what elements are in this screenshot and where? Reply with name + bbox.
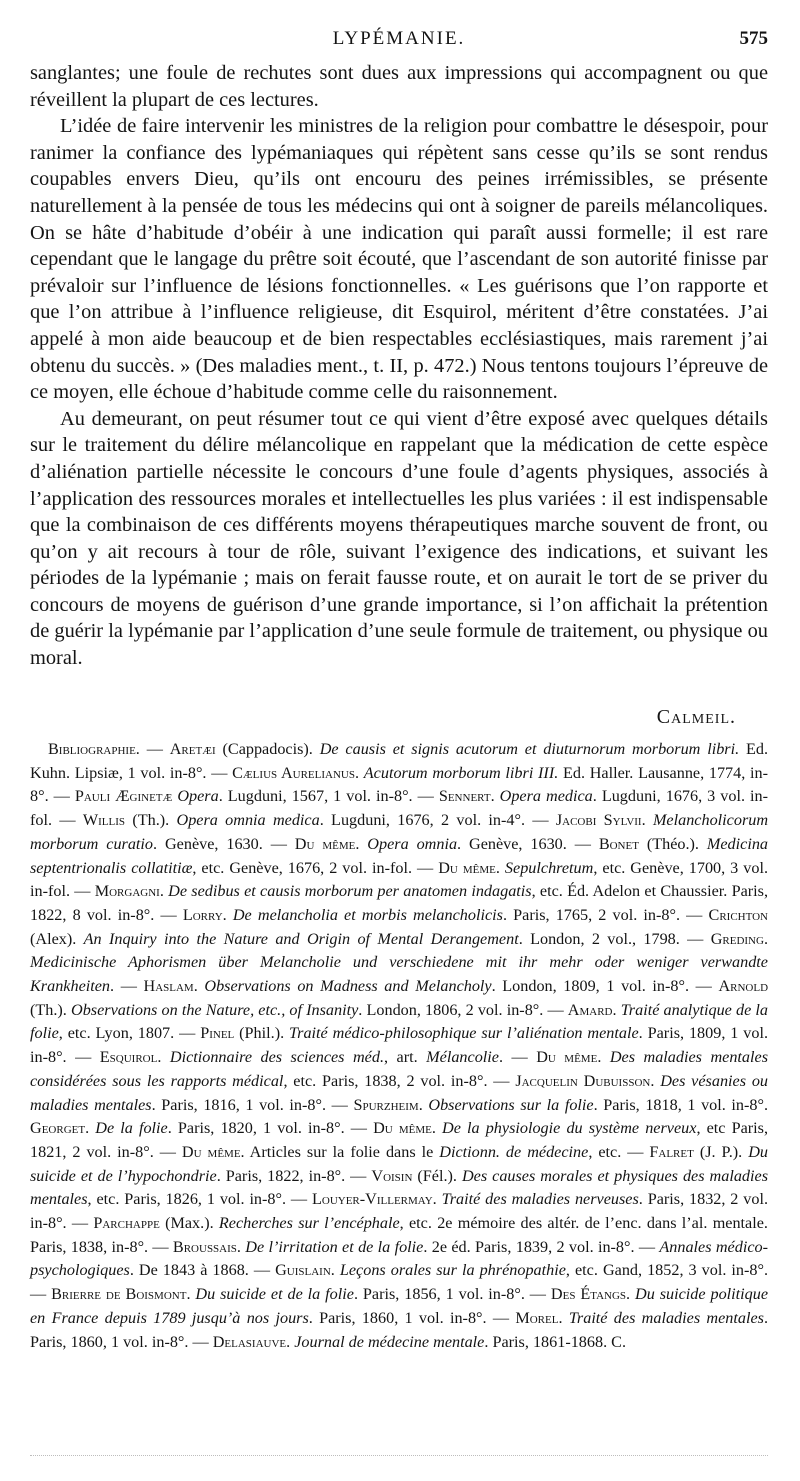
author-name: Pinel (200, 1024, 235, 1043)
author-name: Du même (438, 858, 496, 877)
page-number: 575 (739, 28, 768, 49)
citation-text: . (330, 1261, 340, 1280)
author-name: Du même (536, 1048, 598, 1067)
bottom-rule (30, 1455, 768, 1456)
author-name: Du même (294, 834, 356, 853)
citation-text: , etc. 2e mémoire des altér. de l’enc. dans l’al. mentale. Paris, 1838, in-8°. — (30, 1214, 768, 1256)
citation-text: . (558, 1308, 569, 1327)
page-header (30, 28, 768, 52)
citation-text: . (612, 1000, 621, 1019)
work-title: Traité des maladies mentales (568, 1308, 764, 1327)
citation-text: , etc. Genève, 1700, 3 vol. in-fol. — (30, 858, 769, 901)
citation-text: , etc. Genève, 1676, 2 vol. in-fol. — (192, 858, 439, 877)
author-name: Parchappe (93, 1214, 160, 1233)
citation-text: — (139, 740, 170, 758)
citation-text: . Paris, 1861-1868. C. (484, 1332, 627, 1351)
citation-text: , etc. Lyon, 1807. — (58, 1024, 201, 1043)
author-name: Louyer-Villermay (311, 1190, 433, 1209)
citation-text: (Th.). (30, 1000, 72, 1019)
citation-text: Ed. Kuhn. Lipsiæ, 1 vol. in-8°. — (30, 740, 769, 782)
work-title: Du suicide et de l’hypochondrie (30, 1142, 768, 1185)
paragraph-religion: L’idée de faire intervenir les ministres de la religion pour combattre le désespoir, pour ranimer la confiance des lypémaniaques qui répètent sans cesse qu’ils se sont rendus coupables envers Dieu, qu’ils ont encouru des peines irrémissibles, se présente naturellement à la pensée de tous les médecins qui ont à soigner de pareils mélancoliques. On se hâte d’habitude d’obéir à une indication qui paraît aussi formelle; il est rare cependant que le langage du prêtre soit écouté, que l’ascendant de son autorité finisse par prévaloir sur l’influence de lésions fonctionnelles. « Les guérisons que l’on rapporte et que l’on attribue à l’influence religieuse, dit Esquirol, méritent d’être constatées. J’ai appelé à mon aide beaucoup et de bien respectables ecclésiastiques, mais rarement j’ai obtenu du succès. » (Des maladies ment., t. II, p. 472.) Nous tentons toujours l’épreuve de ce moyen, elle échoue d’habitude comme celle du raisonnement. (30, 115, 768, 404)
author-name: Broussais (172, 1237, 237, 1256)
citation-text: . Genève, 1630. — (153, 834, 295, 853)
work-title: Recherches sur l’encéphale (218, 1214, 400, 1233)
work-title: Observations on Madness and Melancholy (204, 977, 492, 996)
paragraph-conclusion: Au demeurant, on peut résumer tout ce qui vient d’être exposé avec quelques détails sur le traitement du délire mélancolique en rappelant que la médication de cette espèce d’aliénation partielle nécessite le concours d’une foule d’agents physiques, associés à l’application des ressources morales et intellectuelles les plus variées : il est indispensable que la combinaison de ces différents moyens thérapeutiques marche souvent de front, ou qu’on y ait recours à tour de rôle, suivant l’exigence des indications, et suivant les périodes de la lypémanie ; mais on ferait fausse route, et on aurait le tort de se priver du concours de moyens de guérison d’une grande importance, si l’on affichait la prétention de guérir la lypémanie par l’application d’une seule formule de traitement, ou physique ou moral. (30, 407, 768, 670)
author-name: Voisin (371, 1166, 413, 1185)
work-title: Annales médico-psychologiques (30, 1237, 768, 1280)
work-title: Journal de médecine mentale (294, 1332, 485, 1351)
citation-text: . (495, 858, 505, 877)
citation-text: (Th.). (125, 811, 177, 830)
citation-text: . (286, 1332, 295, 1351)
work-title: De l’irritation et de la folie (245, 1237, 424, 1256)
citation-text: . (431, 1119, 442, 1138)
citation-text: . Paris, 1818, 1 vol. in-8°. (593, 1095, 769, 1114)
citation-text: Ed. Haller. Lausanne, 1774, in-8°. — (30, 763, 768, 806)
author-name: Du même (181, 1142, 241, 1161)
work-title: Opera (177, 787, 219, 806)
citation-text: , etc. Paris, 1826, 1 vol. in-8°. — (87, 1190, 312, 1209)
author-name: Esquirol (99, 1048, 158, 1067)
citation-text: . (490, 787, 500, 806)
paragraph-continued: sanglantes; une foule de rechutes sont dues aux impressions qui accompagnent ou que réveillent la plupart de ces lectures. (30, 62, 768, 111)
citation-text: . (157, 1048, 170, 1067)
work-title: An Inquiry into the Nature and Origin of Mental Derangement (83, 929, 519, 948)
citation-text: (Fél.). (412, 1166, 462, 1185)
citation-text: . — (498, 1048, 537, 1067)
author-name: Arnold (718, 977, 769, 996)
citation-text: . Paris, 1816, 1 vol. in-8°. — (151, 1095, 354, 1114)
author-signature: Calmeil. (656, 706, 736, 728)
citation-text: . (763, 929, 768, 948)
author-name: Willis (82, 811, 126, 830)
citation-text: . Paris, 1860, 1 vol. in-8°. — (308, 1308, 516, 1327)
work-title: Acutorum morborum libri III. (363, 763, 559, 782)
author-name: Amard (567, 1000, 613, 1019)
citation-text: . Articles sur la folie dans le (240, 1142, 440, 1161)
author-name: Des Étangs (550, 1285, 627, 1304)
citation-text: . (222, 905, 233, 924)
author-name: Du même (373, 1119, 432, 1138)
author-name: Delasiauve (212, 1332, 287, 1351)
work-title: De sedibus et causis morborum per anatomen indagatis (168, 882, 532, 901)
author-name: Guislain (275, 1261, 331, 1280)
citation-text: , etc. Paris, 1838, 2 vol. in-8°. — (283, 1071, 516, 1090)
citation-text: . Genève, 1630. — (457, 834, 599, 853)
citation-text: . (626, 1285, 635, 1304)
citation-text: . Paris, 1820, 1 vol. in-8°. — (167, 1119, 374, 1138)
citation-text: . (186, 1285, 196, 1304)
citation-text: . (236, 1237, 246, 1256)
work-title: Des vésanies ou maladies mentales (30, 1071, 769, 1114)
author-name: Crichton (708, 905, 769, 924)
author-name: Bibliographie. (48, 740, 140, 758)
work-title: Observations sur la folie (428, 1095, 594, 1114)
citation-text: . (355, 763, 364, 782)
author-name: Sennert (438, 787, 491, 806)
work-title: Leçons orales sur la phrénopathie (339, 1261, 566, 1280)
work-title: Opera omnia medica (176, 811, 320, 830)
author-name: Spurzheim (353, 1095, 419, 1114)
citation-text: . London, 1806, 2 vol. in-8°. — (358, 1000, 568, 1019)
work-title: Medicinische Aphorismen über Melancholie und verschiedene mit ihr mehr oder weniger verwandte Krankheiten (30, 953, 768, 996)
author-name: Cælius Aurelianus (232, 763, 355, 782)
work-title: Traité analytique de la folie (30, 1000, 769, 1043)
work-title: De la folie (95, 1119, 168, 1138)
running-title: LYPÉMANIE. (332, 28, 466, 49)
citation-text: . 2e éd. Paris, 1839, 2 vol. in-8°. — (423, 1237, 660, 1256)
work-title: Des maladies mentales considérées sous les rapports médical (30, 1048, 769, 1090)
author-name: Bonet (598, 834, 639, 853)
author-name: Brierre de Boismont (51, 1285, 187, 1304)
work-title: Observations on the Nature, etc., of Insanity (71, 1000, 359, 1019)
citation-text: , etc. Gand, 1852, 3 vol. in-8°. — (30, 1261, 769, 1304)
citation-text: . (650, 1071, 661, 1090)
citation-text: , etc Paris, 1821, 2 vol. in-8°. — (30, 1119, 769, 1161)
author-name: Morgagni (94, 882, 160, 901)
citation-text: (Cappadocis). (215, 740, 320, 758)
citation-text: , etc. Éd. Adelon et Chaussier. Paris, 1822, 8 vol. in-8°. — (30, 882, 768, 924)
citation-text: . — (110, 977, 144, 996)
work-title: De la physiologie du système nerveux (442, 1119, 697, 1138)
work-title: Du suicide politique en France depuis 1789 jusqu’à nos jours (30, 1285, 769, 1327)
citation-text: . (432, 1190, 442, 1209)
work-title: Opera omnia (367, 834, 458, 853)
citation-text: . Lugduni, 1567, 1 vol. in-8°. — (218, 787, 439, 806)
citation-text: . Paris, 1856, 1 vol. in-8°. — (353, 1285, 551, 1304)
citation-text: . De 1843 à 1868. — (129, 1261, 276, 1280)
main-text (30, 60, 768, 672)
work-title: Traité médico-philosophique sur l’aliénation mentale (289, 1024, 639, 1043)
citation-text: . Paris, 1860, 1 vol. in-8°. — (30, 1308, 768, 1351)
author-name: Aretæi (169, 740, 216, 758)
bibliography-paragraph (30, 738, 768, 1354)
citation-text: (Alex). (30, 929, 84, 948)
work-title: De causis et signis acutorum et diuturnorum morborum libri. (319, 740, 740, 758)
citation-text: . (85, 1119, 96, 1138)
work-title: Dictionnaire des sciences méd. (169, 1048, 384, 1067)
citation-text: . (597, 1048, 610, 1067)
author-name: Jacquelin Dubuisson (515, 1071, 651, 1090)
citation-text: . Paris, 1822, in-8°. — (216, 1166, 372, 1185)
citation-text: . (641, 811, 653, 830)
citation-text: , etc. — (588, 1142, 650, 1161)
work-title: Du suicide et de la folie (195, 1285, 354, 1304)
citation-text: (Théo.). (638, 834, 707, 853)
author-name: Greding (710, 929, 764, 948)
citation-text: . (193, 977, 205, 996)
bibliography (30, 738, 768, 1354)
work-title: Des causes morales et physiques des maladies mentales (30, 1166, 768, 1209)
work-title: Melancholicorum morborum curatio (30, 811, 769, 853)
author-name: Haslam (143, 977, 194, 996)
author-name: Morel (515, 1308, 559, 1327)
citation-text: (Max.). (159, 1214, 219, 1233)
citation-text: . (355, 834, 368, 853)
author-name: Falret (649, 1142, 694, 1161)
work-title: Dictionn. de médecine (439, 1142, 589, 1161)
citation-text: . London, 1809, 1 vol. in-8°. — (491, 977, 719, 996)
citation-text: . Lugduni, 1676, 3 vol. in-fol. — (30, 787, 769, 830)
citation-text: . Paris, 1765, 2 vol. in-8°. — (502, 905, 709, 924)
work-title: Medicina septentrionalis collatitiæ (30, 834, 769, 877)
citation-text: . Paris, 1832, 2 vol. in-8°. — (30, 1190, 769, 1233)
work-title: De melancholia et morbis melancholicis (232, 905, 503, 924)
citation-text: . (159, 882, 169, 901)
work-title: Mélancolie (426, 1048, 499, 1067)
citation-text: , art. (384, 1048, 427, 1067)
work-title: Traité des maladies nerveuses (441, 1190, 639, 1209)
citation-text: . London, 2 vol., 1798. — (518, 929, 711, 948)
citation-text: (J. P.). (693, 1142, 749, 1161)
citation-text: . (418, 1095, 429, 1114)
citation-text: . Lugduni, 1676, 2 vol. in-4°. — (319, 811, 556, 830)
citation-text: (Phil.). (234, 1024, 290, 1043)
citation-text: . Paris, 1809, 1 vol. in-8°. — (30, 1024, 769, 1067)
author-name: Jacobi Sylvii (555, 811, 642, 830)
author-name: Lorry (182, 905, 223, 924)
work-title: Sepulchretum (504, 858, 594, 877)
work-title: Opera medica (499, 787, 593, 806)
author-name: Pauli Æginetæ (74, 787, 173, 806)
author-name: Georget (30, 1119, 86, 1138)
